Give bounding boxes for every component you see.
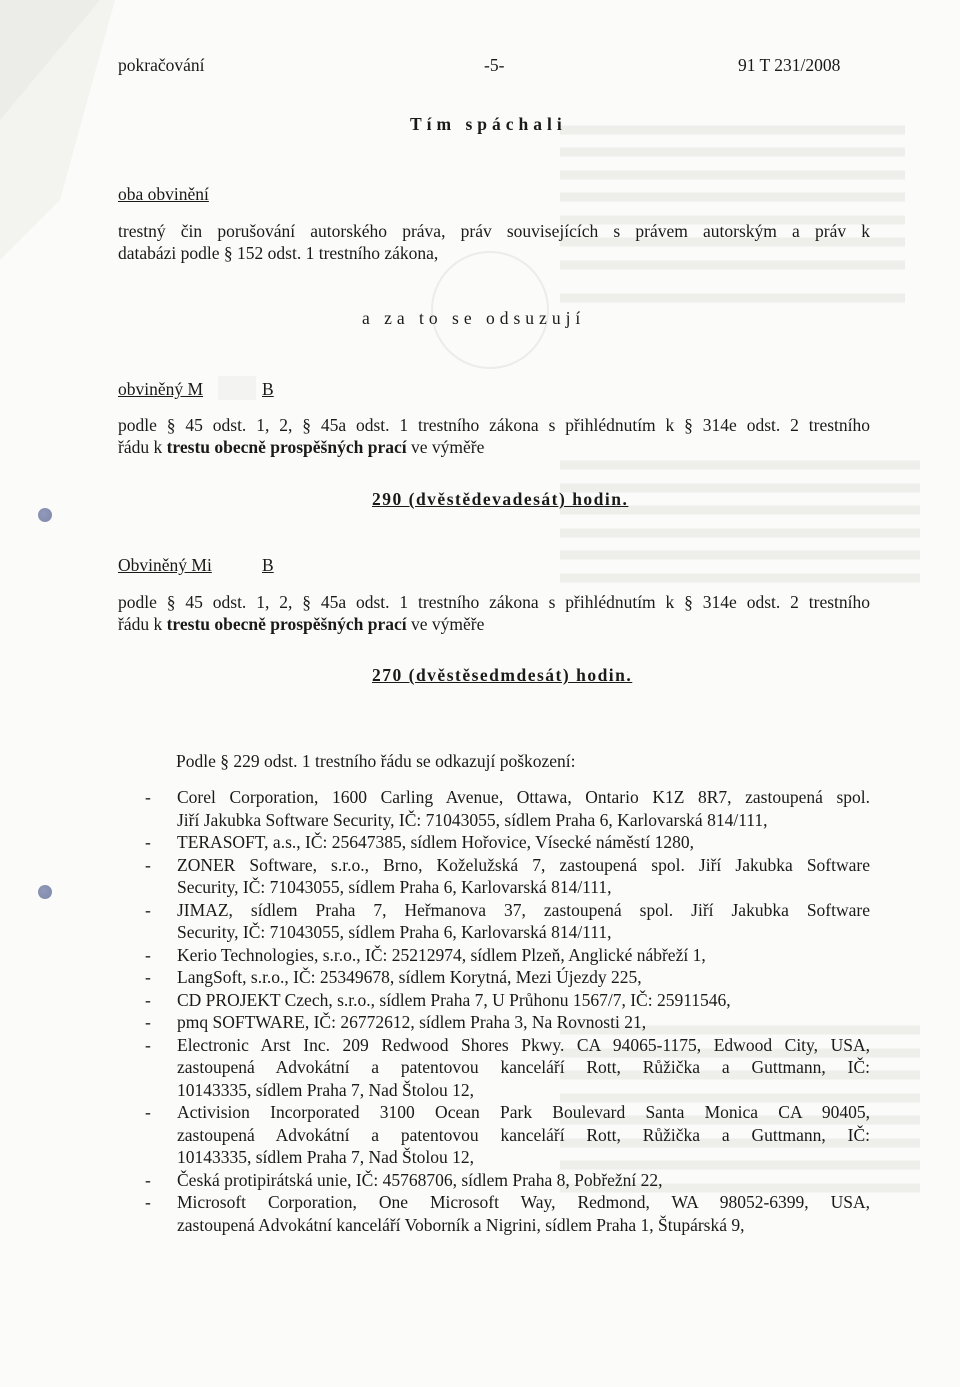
- list-item-line: Kerio Technologies, s.r.o., IČ: 25212974, sídlem Plzeň, Anglické nábřeží 1,: [177, 944, 706, 965]
- list-item-line: pmq SOFTWARE, IČ: 26772612, sídlem Praha 3, Na Rovnosti 21,: [177, 1012, 647, 1032]
- list-bullet-dash: -: [145, 787, 151, 807]
- offense-line: databázi podle § 152 odst. 1 trestního zákona,: [118, 243, 439, 263]
- list-item: [145, 1034, 870, 1102]
- defendant-2-name: Obviněný Mi: [118, 555, 212, 575]
- punch-hole-top: [38, 508, 52, 522]
- offense-line: trestný čin porušování autorského práva, práv souvisejících s právem autorským a práv k: [118, 221, 870, 241]
- list-item-line: LangSoft, s.r.o., IČ: 25349678, sídlem Korytná, Mezi Újezdy 225,: [177, 967, 642, 987]
- sentence-2-hours: 270 (dvěstěsedmdesát) hodin.: [372, 665, 633, 685]
- list-item-line: zastoupená Advokátní kanceláří Voborník a Nigrini, sídlem Praha 1, Štupárská 9,: [177, 1214, 745, 1235]
- list-bullet-dash: -: [145, 967, 151, 987]
- list-item: [145, 899, 870, 944]
- header-page-number: -5-: [484, 55, 505, 75]
- sentence-1-line: podle § 45 odst. 1, 2, § 45a odst. 1 trestního zákona s přihlédnutím k § 314e odst. 2 trestního: [118, 415, 870, 435]
- list-item: [145, 944, 870, 967]
- list-item-line: CD PROJEKT Czech, s.r.o., sídlem Praha 7, U Průhonu 1567/7, IČ: 25911546,: [177, 989, 731, 1010]
- sentence-2-paragraph: [118, 591, 870, 635]
- list-item: [145, 1169, 870, 1192]
- sentence-2-line: řádu k trestu obecně prospěšných prací ve výměře: [118, 614, 485, 634]
- injured-parties-list: [145, 786, 870, 1236]
- list-item-line: Security, IČ: 71043055, sídlem Praha 6, Karlovarská 814/111,: [177, 877, 612, 897]
- list-bullet-dash: -: [145, 1012, 151, 1032]
- list-bullet-dash: -: [145, 832, 151, 852]
- list-item: [145, 1101, 870, 1169]
- sentence-1-line: řádu k trestu obecně prospěšných prací ve výměře: [118, 437, 485, 457]
- list-bullet-dash: -: [145, 1102, 151, 1122]
- redaction-box: [218, 376, 256, 400]
- verdict-title: a za to se odsuzují: [362, 308, 586, 328]
- sentence-1-hours: 290 (dvěstědevadesát) hodin.: [372, 489, 629, 509]
- list-item-line: zastoupená Advokátní a patentovou kanceláří Rott, Růžička a Guttmann, IČ:: [177, 1124, 870, 1145]
- list-item: [145, 1191, 870, 1236]
- list-item-line: TERASOFT, a.s., IČ: 25647385, sídlem Hořovice, Vísecké náměstí 1280,: [177, 832, 695, 852]
- defendant-1-initial: B: [262, 379, 274, 399]
- list-bullet-dash: -: [145, 989, 151, 1010]
- list-item: [145, 966, 870, 989]
- list-item: [145, 854, 870, 899]
- list-item-line: ZONER Software, s.r.o., Brno, Koželužská 7, zastoupená spol. Jiří Jakubka Software: [177, 854, 870, 875]
- list-item-line: 10143335, sídlem Praha 7, Nad Štolou 12,: [177, 1079, 474, 1100]
- list-item-line: Security, IČ: 71043055, sídlem Praha 6, Karlovarská 814/111,: [177, 922, 612, 942]
- list-item-line: 10143335, sídlem Praha 7, Nad Štolou 12,: [177, 1147, 474, 1167]
- defendant-1-name: obviněný M: [118, 379, 204, 399]
- list-bullet-dash: -: [145, 1034, 151, 1055]
- header-case-number: 91 T 231/2008: [738, 55, 841, 75]
- list-item-line: Corel Corporation, 1600 Carling Avenue, Ottawa, Ontario K1Z 8R7, zastoupená spol.: [177, 787, 870, 807]
- list-bullet-dash: -: [145, 854, 151, 875]
- list-bullet-dash: -: [145, 899, 151, 920]
- list-bullet-dash: -: [145, 1192, 151, 1212]
- list-item-line: Activision Incorporated 3100 Ocean Park Boulevard Santa Monica CA 90405,: [177, 1102, 870, 1122]
- sentence-1-paragraph: [118, 414, 870, 458]
- sentence-2-line: podle § 45 odst. 1, 2, § 45a odst. 1 trestního zákona s přihlédnutím k § 314e odst. 2 trestního: [118, 592, 870, 612]
- list-item: [145, 1011, 870, 1034]
- punch-hole-bottom: [38, 885, 52, 899]
- list-item-line: Česká protipirátská unie, IČ: 45768706, sídlem Praha 8, Pobřežní 22,: [177, 1169, 663, 1190]
- list-item: [145, 989, 870, 1012]
- section-title: Tím spáchali: [410, 114, 567, 134]
- list-item-line: Electronic Arst Inc. 209 Redwood Shores Pkwy. CA 94065-1175, Edwood City, USA,: [177, 1034, 870, 1055]
- list-item-line: Microsoft Corporation, One Microsoft Way, Redmond, WA 98052-6399, USA,: [177, 1192, 870, 1212]
- list-item-line: zastoupená Advokátní a patentovou kanceláří Rott, Růžička a Guttmann, IČ:: [177, 1057, 870, 1077]
- list-item: [145, 831, 870, 854]
- offense-paragraph: [118, 220, 870, 264]
- list-bullet-dash: -: [145, 1169, 151, 1190]
- list-item-line: Jiří Jakubka Software Security, IČ: 71043055, sídlem Praha 6, Karlovarská 814/111,: [177, 809, 768, 830]
- referral-text: Podle § 229 odst. 1 trestního řádu se odkazují poškození:: [176, 751, 576, 771]
- header-continuation: pokračování: [118, 55, 205, 75]
- list-bullet-dash: -: [145, 944, 151, 965]
- defendants-label: oba obvinění: [118, 184, 209, 204]
- defendant-2-initial: B: [262, 555, 274, 575]
- list-item: [145, 786, 870, 831]
- list-item-line: JIMAZ, sídlem Praha 7, Heřmanova 37, zastoupená spol. Jiří Jakubka Software: [177, 899, 870, 920]
